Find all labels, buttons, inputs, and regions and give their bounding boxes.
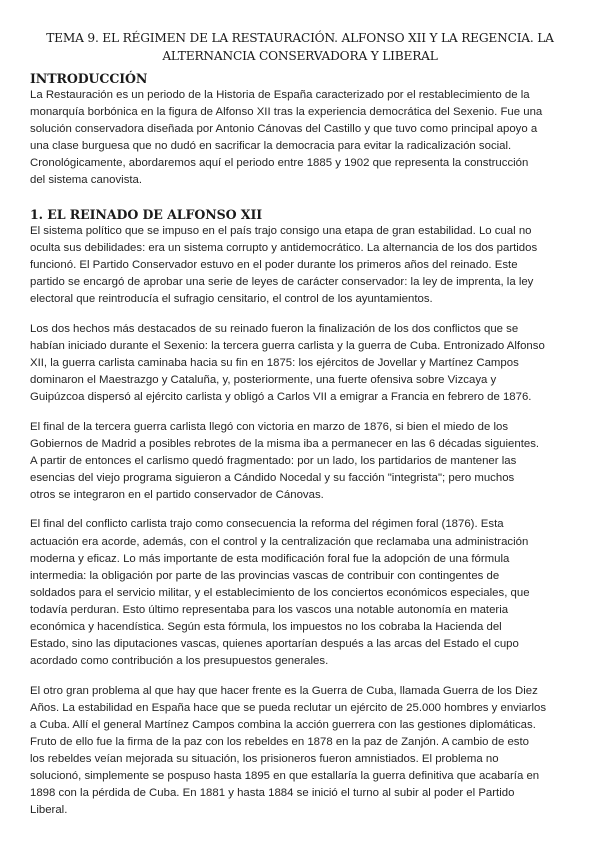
- text-line: partido se encargó de aprobar una serie de leyes de carácter conservador: la ley de imprenta, la ley: [30, 275, 534, 288]
- text-line: moderna y eficaz. Lo más importante de esta modificación foral fue la adopción de una fórmula: [30, 552, 510, 565]
- text-line: El final de la tercera guerra carlista llegó con victoria en marzo de 1876, si bien el miedo de los: [30, 420, 509, 433]
- title-line-1: TEMA 9. EL RÉGIMEN DE LA RESTAURACIÓN. ALFONSO XII Y LA REGENCIA. LA: [46, 31, 554, 45]
- text-line: funcionó. El Partido Conservador estuvo en el poder durante los primeros años del reinado. Este: [30, 258, 518, 271]
- text-line: los rebeldes veían mejorada su situación, los prisioneros fueron amnistiados. El problema no: [30, 753, 499, 766]
- text-line: todavía perduran. Esto último representaba para los vascos una notable autonomía en materia: [30, 603, 509, 616]
- text-line: 1898 con la pérdida de Cuba. En 1881 y hasta 1884 se inició el turno al subir al poder el Partido: [30, 787, 515, 800]
- document-title: [30, 29, 570, 65]
- text-line: Fruto de ello fue la firma de la paz con los rebeldes en 1878 en la paz de Zanjón. A cambio de esto: [30, 736, 529, 749]
- text-line: habían iniciado durante el Sexenio: la tercera guerra carlista y la guerra de Cuba. Entronizado Alfonso: [30, 339, 545, 352]
- text-line: El final del conflicto carlista trajo como consecuencia la reforma del régimen foral (1876). Esta: [30, 518, 504, 531]
- text-line: XII, la guerra carlista caminaba hacia su fin en 1875: los ejércitos de Jovellar y Martínez Campos: [30, 356, 519, 369]
- paragraph-political-system: [30, 223, 570, 308]
- text-line: El sistema político que se impuso en el país trajo consigo una etapa de gran estabilidad. Lo cual no: [30, 224, 532, 237]
- section-1-heading: 1. EL REINADO DE ALFONSO XII: [30, 206, 263, 222]
- text-line: Liberal.: [30, 804, 68, 817]
- paragraph-two-conflicts: [30, 321, 570, 406]
- text-line: a Cuba. Allí el general Martínez Campos combina la acción guerrera con las gestiones diplomáticas.: [30, 719, 536, 731]
- text-line: otros se integraron en el partido conservador de Cánovas.: [30, 488, 324, 501]
- paragraph-cuba-war: [30, 683, 570, 820]
- text-line: solucionó, simplemente se pospuso hasta 1895 en que estallaría la guerra definitiva que acabaría en: [30, 770, 540, 783]
- text-line: dominaron el Maestrazgo y Cataluña, y, posteriormente, una fuerte ofensiva sobre Vizcaya y: [30, 373, 497, 386]
- text-line: La Restauración es un periodo de la Historia de España caracterizado por el restablecimiento de la: [30, 89, 530, 101]
- text-line: esencias del viejo programa siguieron a Cándido Nocedal y su facción "integrista"; pero muchos: [30, 471, 515, 484]
- text-line: Los dos hechos más destacados de su reinado fueron la finalización de los dos conflictos que se: [30, 322, 519, 335]
- text-line: Gobiernos de Madrid a posibles rebrotes de la misma iba a permanecer en las 6 décadas siguientes.: [30, 437, 540, 450]
- text-line: A partir de entonces el carlismo quedó fragmentado: por un lado, los partidarios de mantener las: [30, 454, 517, 467]
- text-line: económica y hacendística. Según esta fórmula, los impuestos no los cobraba la Hacienda del: [30, 621, 502, 634]
- text-line: El otro gran problema al que hay que hacer frente es la Guerra de Cuba, llamada Guerra de los Diez: [30, 684, 538, 697]
- text-line: Años. La estabilidad en España hace que se pueda reclutar un ejército de 25.000 hombres y enviarlos: [30, 701, 547, 714]
- text-line: soldados para el servicio militar, y el establecimiento de los conciertos económicos especiales, que: [30, 586, 530, 599]
- text-line: monarquía borbónica en la figura de Alfonso XII tras la experiencia democrática del Sexenio. Fue una: [30, 106, 543, 119]
- text-line: actuación era acorde, además, con el control y la centralización que reclamaba una administración: [30, 535, 529, 548]
- text-line: del sistema canovista.: [30, 174, 143, 187]
- intro-heading: INTRODUCCIÓN: [30, 71, 148, 86]
- text-line: solución conservadora diseñada por Antonio Cánovas del Castillo y que tuvo como principal apoyo a: [30, 123, 538, 136]
- text-line: electoral que reintroducía el sufragio censitario, el control de los ayuntamientos.: [30, 292, 433, 305]
- paragraph-carlist-war-end: [30, 419, 570, 504]
- text-line: intermedia: la obligación por parte de las provincias vascas de contribuir con contingentes de: [30, 569, 500, 582]
- intro-paragraph: [30, 87, 570, 190]
- text-line: Estado, sino las diputaciones vascas, quienes aportarían después a las arcas del Estado el cupo: [30, 638, 519, 651]
- paragraph-foral-reform: [30, 516, 570, 670]
- text-line: una clase burguesa que no dudó en sacrificar la democracia para evitar la radicalización social.: [30, 140, 512, 153]
- text-line: Guipúzcoa dispersó al ejército carlista y obligó a Carlos VII a emigrar a Francia en febrero de 1876.: [30, 390, 532, 403]
- text-line: Cronológicamente, abordaremos aquí el periodo entre 1885 y 1902 que representa la construcción: [30, 157, 529, 170]
- title-line-2: ALTERNANCIA CONSERVADORA Y LIBERAL: [162, 49, 438, 63]
- text-line: oculta sus debilidades: era un sistema corrupto y antidemocrático. La alternancia de los dos partidos: [30, 241, 538, 254]
- text-line: acordado como contribución a los presupuestos generales.: [30, 655, 329, 668]
